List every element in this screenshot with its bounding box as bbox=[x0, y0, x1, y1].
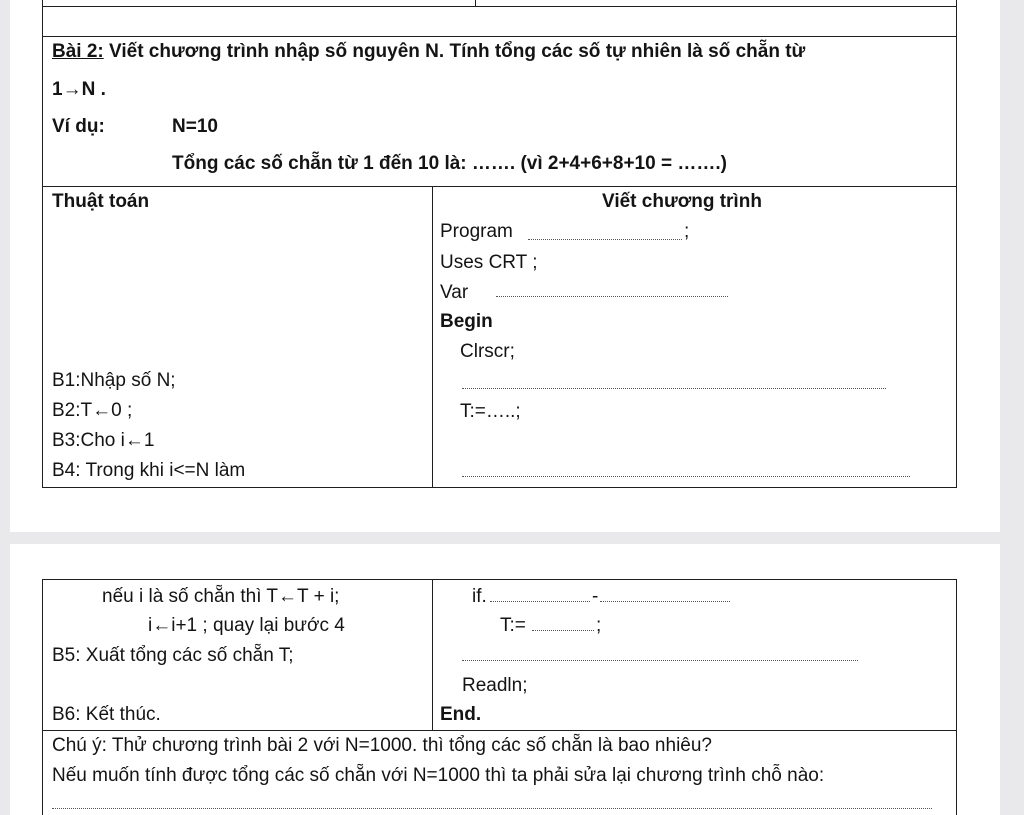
step-b6: B6: Kết thúc. bbox=[52, 704, 161, 725]
program-keyword: Program bbox=[440, 221, 513, 242]
output-statement-blank[interactable] bbox=[462, 660, 858, 661]
note-line-1: Chú ý: Thử chương trình bài 2 với N=1000. thì tổng các số chẵn là bao nhiêu? bbox=[52, 735, 712, 756]
program-header: Viết chương trình bbox=[602, 191, 762, 212]
answer-blank[interactable] bbox=[52, 808, 932, 809]
table-border bbox=[475, 0, 476, 7]
end-keyword: End. bbox=[440, 704, 482, 725]
table-column-divider bbox=[432, 579, 433, 731]
table-border-bottom bbox=[42, 487, 957, 488]
table-border-left bbox=[42, 579, 43, 815]
algorithm-header: Thuật toán bbox=[52, 191, 150, 212]
step-b5: B5: Xuất tổng các số chẵn T; bbox=[52, 645, 294, 666]
assign-t-keyword: T:= bbox=[500, 615, 526, 636]
step-b3: B3:Cho i←1 bbox=[52, 430, 155, 451]
step-b2: B2:T←0 ; bbox=[52, 400, 133, 421]
program-semicolon: ; bbox=[684, 221, 690, 242]
step-b4: B4: Trong khi i<=N làm bbox=[52, 460, 246, 481]
if-separator: - bbox=[592, 586, 599, 607]
clrscr-line: Clrscr; bbox=[460, 341, 515, 362]
if-then-blank[interactable] bbox=[600, 601, 730, 602]
uses-line: Uses CRT ; bbox=[440, 252, 538, 273]
exercise-range: 1→N . bbox=[52, 79, 106, 100]
worksheet-page-2 bbox=[10, 544, 1000, 815]
program-name-blank[interactable] bbox=[528, 239, 682, 240]
if-condition-blank[interactable] bbox=[490, 601, 590, 602]
while-statement-blank[interactable] bbox=[462, 476, 910, 477]
worksheet-page-1 bbox=[10, 0, 1000, 532]
table-border-right bbox=[956, 579, 957, 815]
assign-t-line: T:=…..; bbox=[460, 401, 521, 422]
note-line-2: Nếu muốn tính được tổng các số chẵn với N=1000 thì ta phải sửa lại chương trình chỗ nào: bbox=[52, 765, 825, 786]
assign-t-blank[interactable] bbox=[532, 630, 594, 631]
exercise-label: Bài 2: bbox=[52, 41, 104, 62]
table-border bbox=[42, 186, 957, 187]
table-border-right bbox=[956, 0, 957, 488]
table-border bbox=[42, 6, 957, 7]
example-value: N=10 bbox=[172, 116, 218, 137]
step-increment: i←i+1 ; quay lại bước 4 bbox=[148, 615, 345, 636]
table-column-divider bbox=[432, 186, 433, 488]
exercise-statement bbox=[52, 42, 805, 61]
assign-t-semicolon: ; bbox=[596, 615, 602, 636]
input-statement-blank[interactable] bbox=[462, 388, 886, 389]
example-label: Ví dụ: bbox=[52, 116, 105, 137]
var-declaration-blank[interactable] bbox=[496, 296, 728, 297]
exercise-text: Viết chương trình nhập số nguyên N. Tính tổng các số tự nhiên là số chẵn từ bbox=[103, 41, 806, 62]
readln-line: Readln; bbox=[462, 675, 528, 696]
step-if-even: nếu i là số chẵn thì T←T + i; bbox=[102, 586, 340, 607]
table-border bbox=[42, 36, 957, 37]
if-keyword: if. bbox=[472, 586, 487, 607]
begin-keyword: Begin bbox=[440, 311, 493, 332]
table-border-top bbox=[42, 579, 957, 580]
step-b1: B1:Nhập số N; bbox=[52, 370, 176, 391]
example-result: Tổng các số chẵn từ 1 đến 10 là: ……. (vì 2+4+6+8+10 = …….) bbox=[172, 153, 727, 174]
table-border-left bbox=[42, 0, 43, 488]
table-border bbox=[42, 730, 957, 731]
var-keyword: Var bbox=[440, 282, 469, 303]
